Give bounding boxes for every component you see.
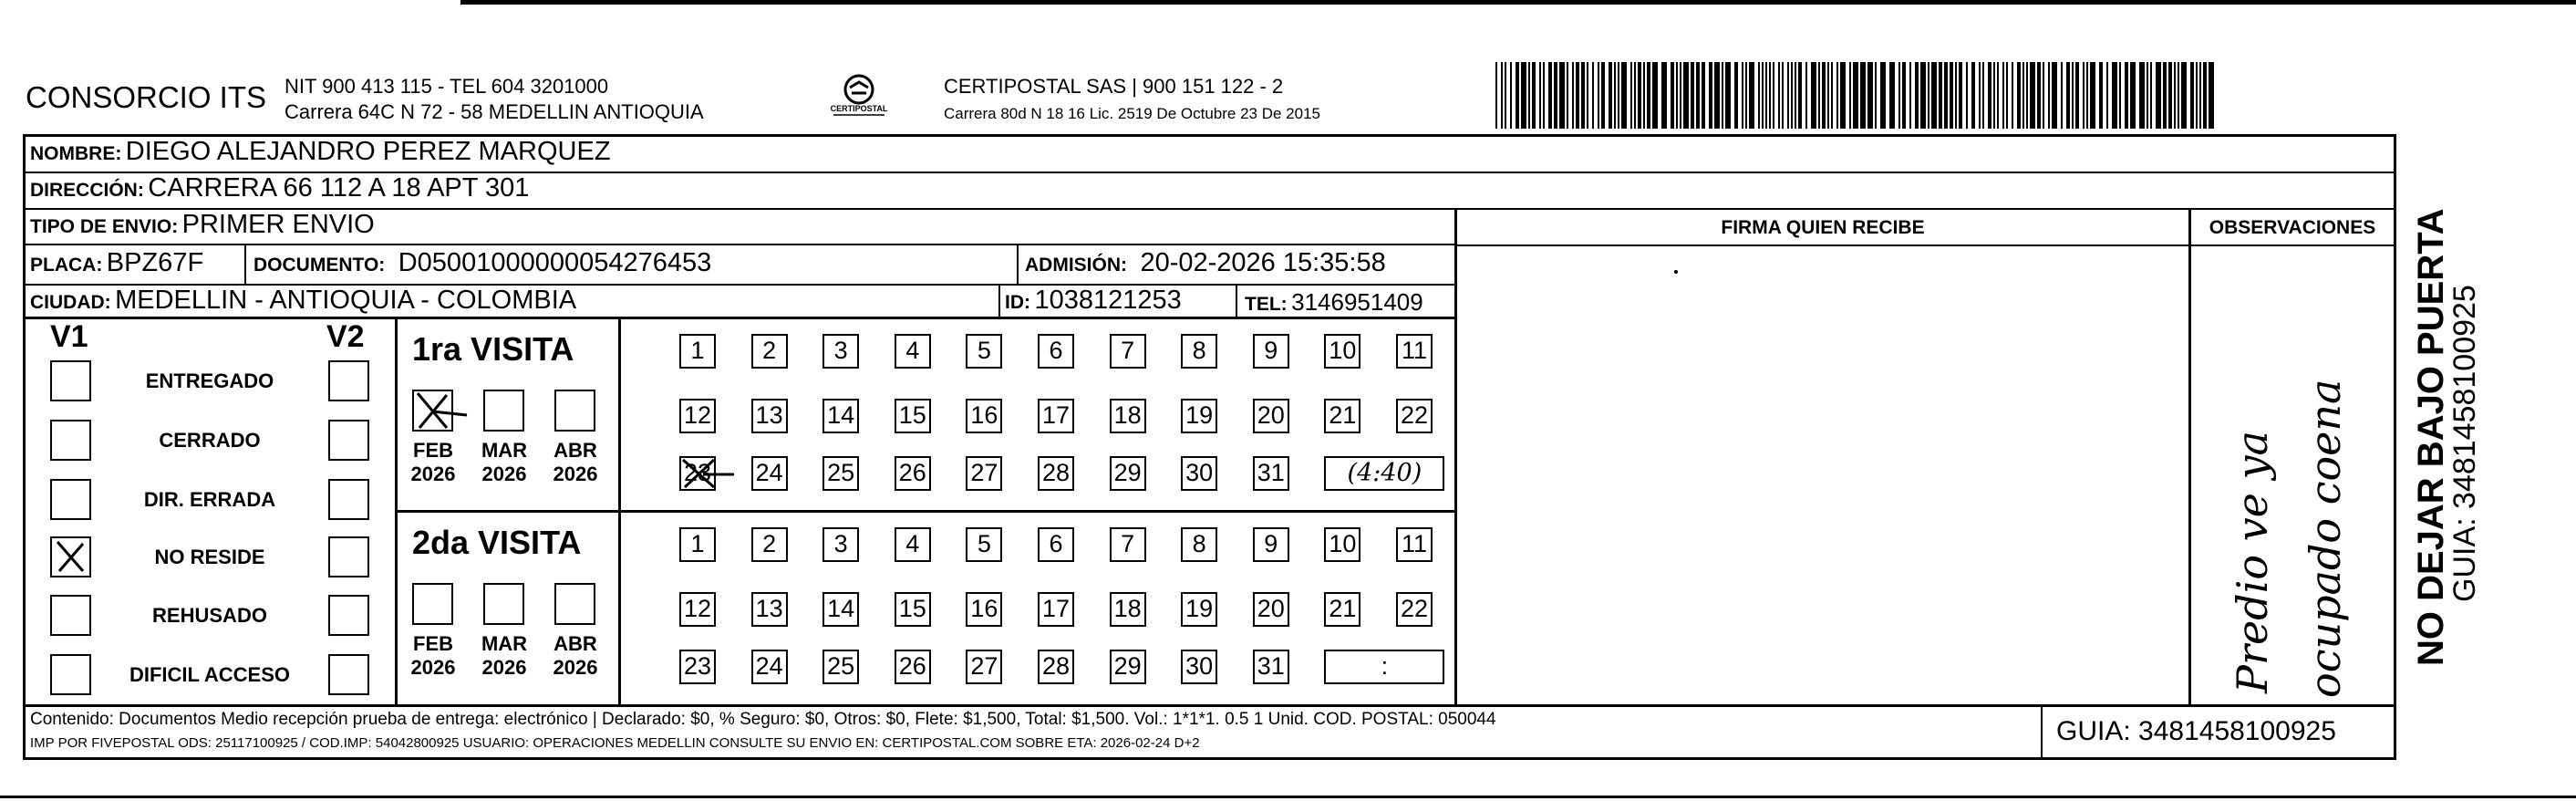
placa-cell [30,248,203,278]
status-label: DIR. ERRADA [143,488,276,511]
day-number: 10 [1329,530,1357,557]
x-mark-icon [414,391,469,430]
status-label: ENTREGADO [145,369,274,392]
day-box[interactable] [1038,592,1074,627]
time-value: : [1381,652,1389,680]
day-number: 31 [1257,652,1285,680]
day-box[interactable] [895,456,931,491]
day-number: 2 [762,530,777,557]
day-box[interactable] [895,592,931,627]
day-number: 20 [1257,401,1285,429]
day-number: 11 [1401,530,1428,557]
tel-label: TEL: [1245,294,1288,315]
day-number: 21 [1329,401,1357,429]
box-right [2394,134,2396,760]
month-checkbox[interactable] [483,583,524,625]
id-cell [1005,286,1182,316]
sep-footer-guia [2041,704,2043,759]
day-number: 8 [1192,337,1206,364]
tipo-row [30,210,375,240]
day-box[interactable] [1110,592,1146,627]
company-name: CONSORCIO ITS [26,80,267,114]
day-number: 16 [970,401,998,429]
month-name: FEB [413,632,453,655]
day-box[interactable] [1181,334,1217,369]
day-number: 3 [833,530,848,557]
id-label: ID: [1005,292,1030,313]
day-box[interactable] [822,334,859,369]
firma-area [1457,246,2188,704]
day-box[interactable] [1253,592,1289,627]
tipo-value: PRIMER ENVIO [181,210,375,239]
day-number: 31 [1257,459,1285,486]
month-label [474,632,534,680]
day-box[interactable] [966,592,1002,627]
day-box[interactable] [1324,592,1360,627]
day-number: 17 [1041,401,1071,429]
documento-label: DOCUMENTO: [253,255,386,276]
day-box[interactable] [1253,456,1289,491]
tipo-label: TIPO DE ENVIO: [30,216,179,237]
time-value: (4:40) [1347,459,1422,487]
day-box[interactable] [822,650,859,684]
month-checkbox[interactable] [412,583,453,625]
month-label [403,632,463,680]
id-value: 1038121253 [1034,286,1182,315]
day-box[interactable] [751,592,788,627]
day-box[interactable] [1253,334,1289,369]
day-number: 15 [898,595,926,622]
day-box[interactable] [966,399,1002,433]
ciudad-value: MEDELLIN - ANTIOQUIA - COLOMBIA [115,286,577,315]
month-year: 2026 [553,656,598,679]
day-box[interactable] [751,456,788,491]
day-number: 21 [1329,595,1357,622]
v1-checkbox[interactable] [50,479,91,520]
top-edge [460,0,2576,5]
day-box[interactable] [679,334,716,369]
sep-visits-middle [395,510,1456,513]
day-box[interactable] [679,592,716,627]
month-name: ABR [553,632,597,655]
day-box[interactable] [1110,527,1146,562]
day-box[interactable] [1324,334,1360,369]
month-checkbox[interactable] [554,390,595,432]
day-number: 7 [1121,530,1135,557]
day-number: 1 [690,530,705,557]
nombre-row [30,137,611,167]
barcode [1495,62,2216,129]
day-number: 11 [1401,337,1428,364]
nit-line: NIT 900 413 115 - TEL 604 3201000 [284,75,609,98]
v2-label: V2 [326,319,365,354]
status-label: DIFICIL ACCESO [129,663,290,686]
observaciones-header: OBSERVACIONES [2209,217,2376,238]
day-number: 4 [905,530,920,557]
day-box[interactable] [1038,334,1074,369]
day-number: 6 [1049,337,1063,364]
day-box[interactable] [1396,592,1433,627]
row-line-2 [23,208,2396,210]
month-year: 2026 [410,463,456,485]
day-box[interactable] [1110,456,1146,491]
day-box[interactable] [1396,527,1433,562]
placa-label: PLACA: [30,255,103,276]
visit-title: 1ra VISITA [412,330,574,368]
direccion-label: DIRECCIÓN: [30,180,144,201]
side-warning: NO DEJAR BAJO PUERTA [2411,208,2451,666]
x-mark-icon [681,458,736,491]
day-box[interactable] [822,456,859,491]
day-number: 20 [1257,595,1285,622]
day-number: 13 [755,595,783,622]
month-label [403,439,463,486]
day-number: 22 [1400,595,1429,622]
nombre-value: DIEGO ALEJANDRO PEREZ MARQUEZ [125,137,611,166]
day-box[interactable] [966,527,1002,562]
day-number: 9 [1264,337,1278,364]
placa-value: BPZ67F [106,248,204,277]
nombre-label: NOMBRE: [30,143,122,164]
day-number: 28 [1041,459,1071,486]
v1-checkbox[interactable] [50,420,91,461]
day-box[interactable] [751,399,788,433]
admision-label: ADMISIÓN: [1025,255,1127,276]
month-checkbox[interactable] [483,390,524,432]
day-number: 5 [977,530,991,557]
row-line-3 [23,244,1456,245]
v1-label: V1 [50,319,88,354]
day-box[interactable] [1396,334,1433,369]
ciudad-label: CIUDAD: [30,292,111,313]
day-box[interactable] [1181,650,1217,684]
v1-checkbox[interactable] [50,595,91,636]
day-box[interactable] [1253,399,1289,433]
admision-cell [1025,248,1386,278]
bottom-edge [0,796,2576,798]
day-number: 13 [755,401,783,429]
day-number: 28 [1041,652,1071,680]
day-number: 15 [898,401,926,429]
status-label: CERRADO [159,429,261,452]
day-number: 9 [1264,530,1278,557]
tel-value: 3146951409 [1291,288,1423,316]
day-number: 29 [1113,459,1142,486]
day-box[interactable] [1253,527,1289,562]
footer-contenido: Contenido: Documentos Medio recepción prueba de entrega: electrónico | Declarado: $0, % Seguro: $0, Otros: $0, Flete: $1,500, Total: $1,500. Vol.: 1*1*1. 0.5 1 Unid. COD. POSTAL: 050044 [30,710,1496,729]
day-box[interactable] [1253,650,1289,684]
status-label: NO RESIDE [154,546,265,568]
month-year: 2026 [410,656,456,679]
v2-checkbox[interactable] [328,595,369,636]
day-number: 25 [827,459,855,486]
day-box[interactable] [895,527,931,562]
day-number: 23 [683,459,712,486]
day-box[interactable] [895,399,931,433]
barcode-graphic [1495,62,2216,129]
day-box[interactable] [966,334,1002,369]
day-number: 3 [833,337,848,364]
time-box[interactable] [1324,650,1444,684]
v2-checkbox[interactable] [328,654,369,695]
documento-value: D05001000000054276453 [398,248,712,277]
footer-guia: GUIA: 3481458100925 [2056,716,2336,746]
direccion-row [30,173,529,203]
v2-checkbox[interactable] [328,420,369,461]
day-box[interactable] [895,334,931,369]
day-number: 25 [827,652,855,680]
day-number: 26 [898,652,926,680]
day-number: 14 [827,595,855,622]
month-checkbox[interactable] [554,583,595,625]
day-box[interactable] [1110,650,1146,684]
day-number: 26 [898,459,926,486]
day-box[interactable] [822,399,859,433]
certipostal-logo [822,69,895,124]
row-line-6 [23,317,1456,319]
day-box[interactable] [679,456,716,491]
day-box[interactable] [751,650,788,684]
month-label [545,632,605,680]
day-number: 23 [683,652,712,680]
day-number: 16 [970,595,998,622]
side-guia: GUIA: 3481458100925 [2447,285,2482,602]
day-number: 2 [762,337,777,364]
day-number: 12 [683,401,712,429]
month-year: 2026 [553,463,598,485]
certipostal-logo-icon [822,69,895,124]
day-box[interactable] [1396,399,1433,433]
day-box[interactable] [1324,399,1360,433]
month-label [474,439,534,486]
day-box[interactable] [822,527,859,562]
day-number: 24 [755,459,783,486]
documento-cell [253,248,711,278]
day-number: 19 [1185,595,1214,622]
v2-checkbox[interactable] [328,536,369,577]
month-label [545,439,605,486]
day-box[interactable] [1110,399,1146,433]
time-box[interactable] [1324,456,1444,491]
month-name: FEB [413,439,453,462]
logo-text: CERTIPOSTAL [830,104,888,113]
observaciones-area [2191,246,2394,704]
day-box[interactable] [1038,399,1074,433]
v1-checkbox[interactable] [50,360,91,401]
ciudad-cell [30,286,576,316]
month-name: MAR [481,439,528,462]
day-number: 14 [827,401,855,429]
day-number: 18 [1113,401,1142,429]
day-number: 18 [1113,595,1142,622]
obs-handwritten-1: Predio ve ya [2228,431,2277,693]
month-name: ABR [553,439,597,462]
carrier-line: CERTIPOSTAL SAS | 900 151 122 - 2 [944,75,1284,98]
day-box[interactable] [1038,650,1074,684]
day-box[interactable] [1038,527,1074,562]
sep-placa [244,244,246,285]
day-box[interactable] [679,527,716,562]
day-number: 7 [1121,337,1135,364]
day-box[interactable] [1324,527,1360,562]
day-box[interactable] [966,456,1002,491]
day-box[interactable] [1181,592,1217,627]
day-number: 22 [1400,401,1429,429]
day-box[interactable] [751,527,788,562]
month-name: MAR [481,632,528,655]
day-box[interactable] [679,399,716,433]
firma-header: FIRMA QUIEN RECIBE [1721,217,1925,238]
carrier-address: Carrera 80d N 18 16 Lic. 2519 De Octubre 23 De 2015 [944,105,1320,122]
month-year: 2026 [481,656,527,679]
sep-id [998,284,1000,318]
day-number: 30 [1185,459,1214,486]
day-number: 8 [1192,530,1206,557]
day-box[interactable] [1110,334,1146,369]
day-number: 29 [1113,652,1142,680]
day-box[interactable] [751,334,788,369]
day-box[interactable] [1181,456,1217,491]
day-number: 27 [970,459,998,486]
tel-cell [1245,288,1423,317]
day-box[interactable] [1181,399,1217,433]
v1-checkbox[interactable] [50,536,91,577]
day-box[interactable] [679,650,716,684]
v2-checkbox[interactable] [328,360,369,401]
obs-handwritten-2: ocupado coena [2301,379,2350,698]
day-box[interactable] [1181,527,1217,562]
direccion-value: CARRERA 66 112 A 18 APT 301 [148,173,530,203]
day-box[interactable] [966,650,1002,684]
day-number: 27 [970,652,998,680]
admision-value: 20-02-2026 15:35:58 [1140,248,1386,277]
x-mark-icon [52,538,88,575]
day-number: 5 [977,337,991,364]
sep-tel [1236,284,1237,318]
v2-checkbox[interactable] [328,479,369,520]
day-number: 10 [1329,337,1357,364]
sep-admision [1017,244,1019,285]
month-checkbox[interactable] [412,390,453,432]
day-number: 24 [755,652,783,680]
address-line: Carrera 64C N 72 - 58 MEDELLIN ANTIOQUIA [284,100,704,123]
day-number: 17 [1041,595,1071,622]
day-number: 30 [1185,652,1214,680]
day-number: 4 [905,337,920,364]
day-number: 6 [1049,530,1063,557]
footer-imp: IMP POR FIVEPOSTAL ODS: 25117100925 / COD.IMP: 54042800925 USUARIO: OPERACIONES MEDELLIN CONSULTE SU ENVIO EN: CERTIPOSTAL.COM SOBRE ETA: 2026-02-24 D+2 [30,735,1200,751]
v1-checkbox[interactable] [50,654,91,695]
visit-title: 2da VISITA [412,524,582,561]
status-label: REHUSADO [152,604,267,627]
day-box[interactable] [895,650,931,684]
month-year: 2026 [481,463,527,485]
day-number: 19 [1185,401,1214,429]
day-box[interactable] [1038,456,1074,491]
day-box[interactable] [822,592,859,627]
day-number: 1 [690,337,705,364]
box-left [23,134,26,760]
day-number: 12 [683,595,712,622]
